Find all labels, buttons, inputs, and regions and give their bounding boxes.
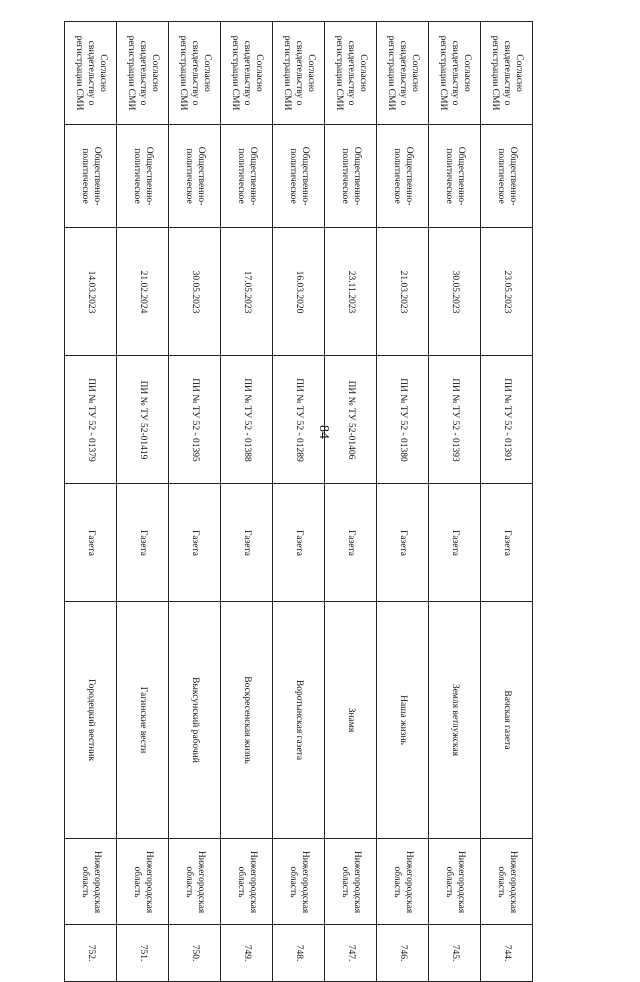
- reg-number-text: ПИ № ТУ 52 - 01379: [85, 377, 96, 462]
- reg-number-text: ПИ № ТУ 52 - 01388: [241, 377, 252, 462]
- title-text: Гагинские вести: [137, 686, 148, 754]
- title-row: [65, 602, 533, 839]
- topic-cell: [117, 125, 169, 228]
- topic-text: Общественно-политическое: [131, 146, 154, 206]
- form-cell: [65, 484, 117, 602]
- basis-row: [65, 22, 533, 125]
- date-row: [65, 228, 533, 356]
- row-number: 750.: [189, 944, 200, 962]
- topic-cell: [429, 125, 481, 228]
- title-cell: [221, 602, 273, 839]
- row-number: 746.: [397, 944, 408, 962]
- region-text: Нижегородская область: [131, 850, 154, 913]
- number-row: [65, 925, 533, 982]
- region-text: Нижегородская область: [495, 850, 518, 913]
- region-cell: [169, 839, 221, 925]
- region-cell: [273, 839, 325, 925]
- number-cell: [481, 925, 533, 982]
- basis-text: Согласно свидетельству о регистрации СМИ: [73, 35, 108, 111]
- reg-number-cell: [65, 356, 117, 484]
- reg-number-cell: [169, 356, 221, 484]
- basis-cell: [169, 22, 221, 125]
- row-number: 744.: [501, 944, 512, 962]
- date-cell: [117, 228, 169, 356]
- region-cell: [377, 839, 429, 925]
- number-cell: [325, 925, 377, 982]
- title-cell: [273, 602, 325, 839]
- topic-cell: [169, 125, 221, 228]
- reg-number-cell: [377, 356, 429, 484]
- title-text: Земля ветлужская: [449, 683, 460, 757]
- form-text: Газета: [449, 529, 460, 556]
- topic-text: Общественно-политическое: [339, 146, 362, 206]
- date-text: 30.05.2023: [189, 270, 200, 313]
- region-text: Нижегородская область: [391, 850, 414, 913]
- row-number: 749.: [241, 944, 252, 962]
- title-cell: [481, 602, 533, 839]
- title-cell: [169, 602, 221, 839]
- region-cell: [325, 839, 377, 925]
- region-cell: [65, 839, 117, 925]
- basis-cell: [377, 22, 429, 125]
- topic-text: Общественно-политическое: [79, 146, 102, 206]
- title-cell: [65, 602, 117, 839]
- row-number: 752.: [85, 944, 96, 962]
- date-cell: [481, 228, 533, 356]
- date-text: 30.05.2023: [449, 270, 460, 313]
- reg-number-text: ПИ № ТУ 52 - 01391: [501, 377, 512, 462]
- number-cell: [169, 925, 221, 982]
- reg-number-text: ПИ № ТУ 52 - 01289: [293, 377, 304, 462]
- form-cell: [325, 484, 377, 602]
- number-cell: [221, 925, 273, 982]
- region-text: Нижегородская область: [183, 850, 206, 913]
- page-number: 84: [316, 425, 331, 439]
- region-cell: [221, 839, 273, 925]
- title-cell: [429, 602, 481, 839]
- reg-number-cell: [273, 356, 325, 484]
- topic-cell: [273, 125, 325, 228]
- reg-number-text: ПИ № ТУ 52 - 01393: [449, 377, 460, 462]
- date-text: 21.03.2023: [397, 270, 408, 313]
- region-text: Нижегородская область: [339, 850, 362, 913]
- row-number: 745.: [449, 944, 460, 962]
- date-text: 14.03.2023: [85, 270, 96, 313]
- reg-number-cell: [429, 356, 481, 484]
- region-cell: [429, 839, 481, 925]
- topic-row: [65, 125, 533, 228]
- region-text: Нижегородская область: [287, 850, 310, 913]
- date-cell: [325, 228, 377, 356]
- basis-text: Согласно свидетельству о регистрации СМИ: [489, 35, 524, 111]
- basis-text: Согласно свидетельству о регистрации СМИ: [125, 35, 160, 111]
- number-cell: [273, 925, 325, 982]
- registry-table: [64, 21, 533, 982]
- form-text: Газета: [85, 529, 96, 556]
- form-cell: [273, 484, 325, 602]
- number-cell: [65, 925, 117, 982]
- basis-text: Согласно свидетельству о регистрации СМИ: [437, 35, 472, 111]
- form-cell: [377, 484, 429, 602]
- reg-number-cell: [221, 356, 273, 484]
- date-text: 23.05.2023: [501, 270, 512, 313]
- date-text: 17.05.2023: [241, 270, 252, 313]
- row-number: 747.: [345, 944, 356, 962]
- topic-text: Общественно-политическое: [183, 146, 206, 206]
- form-cell: [169, 484, 221, 602]
- topic-cell: [481, 125, 533, 228]
- topic-cell: [325, 125, 377, 228]
- title-text: Воскресенская жизнь: [241, 676, 252, 764]
- reg-number-row: [65, 356, 533, 484]
- reg-number-text: ПИ № ТУ 52 - 01380: [397, 377, 408, 462]
- form-text: Газета: [241, 529, 252, 556]
- basis-text: Согласно свидетельству о регистрации СМИ: [281, 35, 316, 111]
- row-number: 751.: [137, 944, 148, 962]
- topic-cell: [65, 125, 117, 228]
- form-text: Газета: [345, 529, 356, 556]
- title-text: Городецкий вестник: [85, 679, 96, 761]
- title-cell: [377, 602, 429, 839]
- date-cell: [65, 228, 117, 356]
- form-text: Газета: [293, 529, 304, 556]
- reg-number-cell: [117, 356, 169, 484]
- region-text: Нижегородская область: [79, 850, 102, 913]
- form-text: Газета: [501, 529, 512, 556]
- topic-text: Общественно-политическое: [235, 146, 258, 206]
- basis-cell: [325, 22, 377, 125]
- title-cell: [117, 602, 169, 839]
- reg-number-text: ПИ № ТУ 52-01406: [345, 380, 356, 459]
- title-text: Знамя: [345, 707, 356, 733]
- number-cell: [429, 925, 481, 982]
- basis-text: Согласно свидетельству о регистрации СМИ: [385, 35, 420, 111]
- title-text: Наша жизнь: [397, 695, 408, 745]
- region-text: Нижегородская область: [235, 850, 258, 913]
- number-cell: [117, 925, 169, 982]
- number-cell: [377, 925, 429, 982]
- basis-cell: [481, 22, 533, 125]
- topic-cell: [221, 125, 273, 228]
- date-text: 23.11.2023: [345, 270, 356, 313]
- reg-number-text: ПИ № ТУ 52-01419: [137, 380, 148, 459]
- date-cell: [429, 228, 481, 356]
- date-text: 16.03.2020: [293, 270, 304, 313]
- basis-cell: [221, 22, 273, 125]
- topic-text: Общественно-политическое: [443, 146, 466, 206]
- date-cell: [273, 228, 325, 356]
- title-text: Воротынская газета: [293, 679, 304, 761]
- basis-cell: [273, 22, 325, 125]
- region-row: [65, 839, 533, 925]
- form-row: [65, 484, 533, 602]
- form-text: Газета: [397, 529, 408, 556]
- topic-cell: [377, 125, 429, 228]
- date-cell: [169, 228, 221, 356]
- form-cell: [117, 484, 169, 602]
- region-cell: [481, 839, 533, 925]
- reg-number-cell: [481, 356, 533, 484]
- basis-text: Согласно свидетельству о регистрации СМИ: [229, 35, 264, 111]
- topic-text: Общественно-политическое: [495, 146, 518, 206]
- date-cell: [221, 228, 273, 356]
- title-text: Вачская газета: [501, 690, 512, 750]
- date-cell: [377, 228, 429, 356]
- topic-text: Общественно-политическое: [287, 146, 310, 206]
- reg-number-cell: [325, 356, 377, 484]
- row-number: 748.: [293, 944, 304, 962]
- basis-cell: [117, 22, 169, 125]
- topic-text: Общественно-политическое: [391, 146, 414, 206]
- basis-text: Согласно свидетельству о регистрации СМИ: [333, 35, 368, 111]
- basis-cell: [65, 22, 117, 125]
- form-text: Газета: [189, 529, 200, 556]
- date-text: 21.02.2024: [137, 270, 148, 313]
- reg-number-text: ПИ № ТУ 52 - 01395: [189, 377, 200, 462]
- form-text: Газета: [137, 529, 148, 556]
- region-cell: [117, 839, 169, 925]
- form-cell: [221, 484, 273, 602]
- basis-cell: [429, 22, 481, 125]
- title-cell: [325, 602, 377, 839]
- basis-text: Согласно свидетельству о регистрации СМИ: [177, 35, 212, 111]
- title-text: Выксунский рабочий: [189, 677, 200, 763]
- form-cell: [429, 484, 481, 602]
- form-cell: [481, 484, 533, 602]
- region-text: Нижегородская область: [443, 850, 466, 913]
